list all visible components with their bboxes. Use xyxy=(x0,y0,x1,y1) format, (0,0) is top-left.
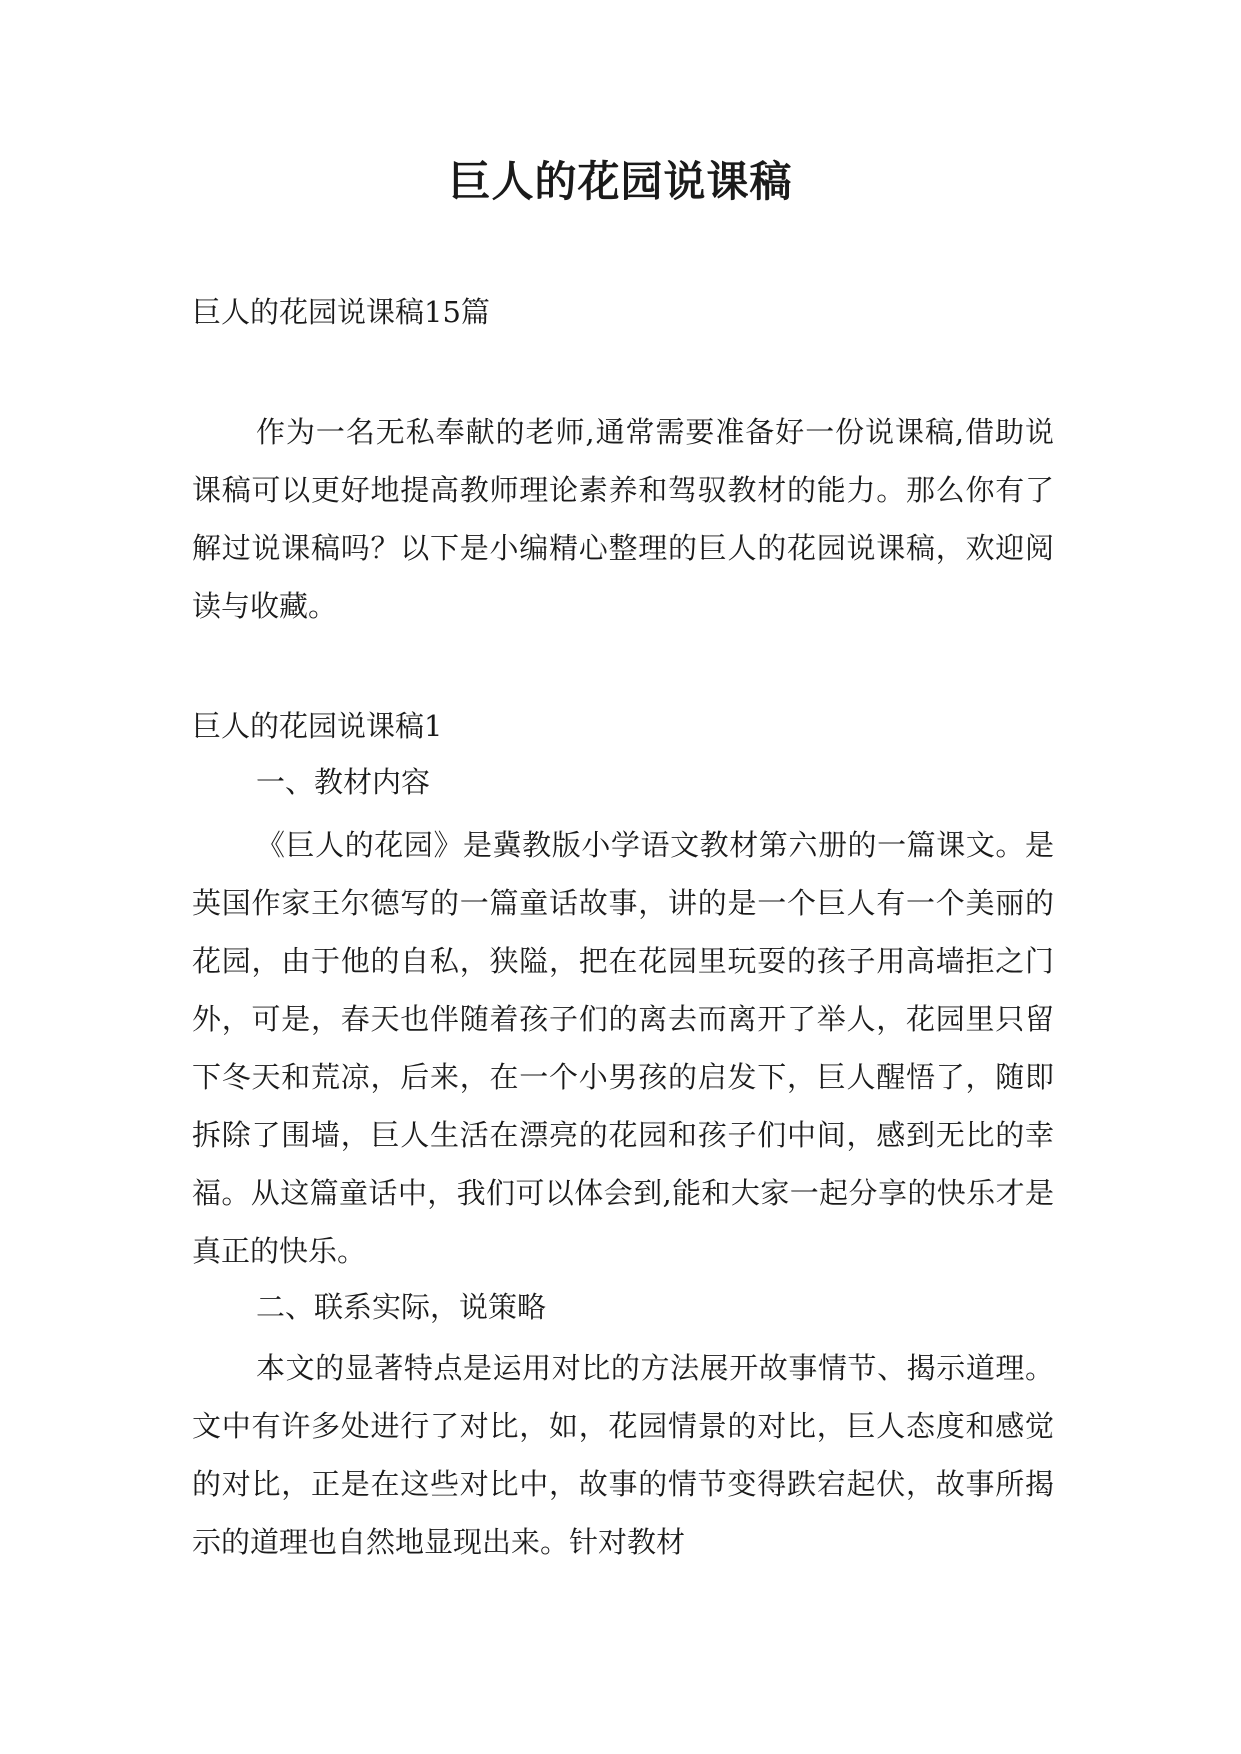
body-paragraph-1: 《巨人的花园》是冀教版小学语文教材第六册的一篇课文。是英国作家王尔德写的一篇童话故事，讲的是一个巨人有一个美丽的花园，由于他的自私，狭隘，把在花园里玩耍的孩子用高墙拒之门外，可是，春天也伴随着孩子们的离去而离开了举人，花园里只留下冬天和荒凉，后来，在一个小男孩的启发下，巨人醒悟了，随即拆除了围墙，巨人生活在漂亮的花园和孩子们中间，感到无比的幸福。从这篇童话中，我们可以体会到,能和大家一起分享的快乐才是真正的快乐。 xyxy=(192,828,1054,1268)
body-paragraph-2: 本文的显著特点是运用对比的方法展开故事情节、揭示道理。文中有许多处进行了对比，如，花园情景的对比，巨人态度和感觉的对比，正是在这些对比中，故事的情节变得跌宕起伏，故事所揭示的道理也自然地显现出来。针对教材 xyxy=(192,1351,1054,1559)
heading-teaching-content: 一、教材内容 xyxy=(256,765,431,799)
document-title: 巨人的花园说课稿 xyxy=(448,157,793,206)
document-subtitle: 巨人的花园说课稿15篇 xyxy=(192,295,490,329)
intro-paragraph: 作为一名无私奉献的老师,通常需要准备好一份说课稿,借助说课稿可以更好地提高教师理论素养和驾驭教材的能力。那么你有了解过说课稿吗？以下是小编精心整理的巨人的花园说课稿，欢迎阅读与收藏。 xyxy=(192,415,1054,623)
section-title: 巨人的花园说课稿1 xyxy=(192,709,443,743)
heading-strategy: 二、联系实际，说策略 xyxy=(256,1290,547,1324)
